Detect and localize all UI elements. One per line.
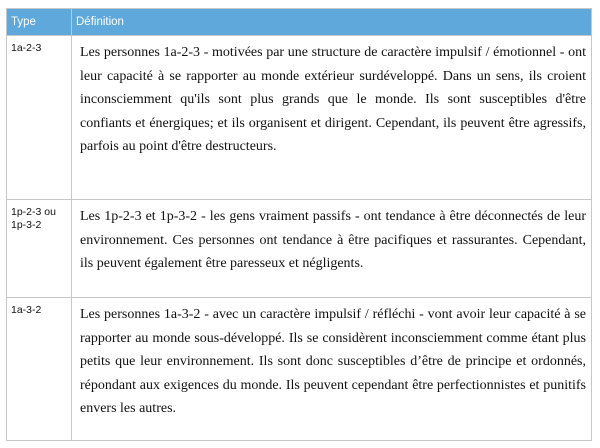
table-row [7, 199, 591, 297]
row-type-cell: 1a-3-2 [7, 298, 72, 440]
row-definition-cell: Les 1p-2-3 et 1p-3-2 - les gens vraiment passifs - ont tendance à être déconnectés de leur environnement. Ces personnes ont tendance à être pacifiques et rassurantes. Cependant, ils peuvent également être paresseux et négligents. [80, 209, 586, 271]
row-definition-cell: Les personnes 1a-2-3 - motivées par une structure de caractère impulsif / émotionnel - ont leur capacité à se rapporter au monde extérieur surdéveloppé. Dans un sens, ils croient inconsciemment qu'ils sont plus grands que le monde. Ils sont susceptibles d'être confiants et énergiques; et ils organisent et dirigent. Cependant, ils peuvent être agressifs, parfois au point d'être destructeurs. [80, 45, 586, 154]
table-row [7, 297, 591, 440]
row-type-cell: 1a-2-3 [7, 36, 72, 199]
definitions-table [6, 8, 592, 441]
row-definition-cell: Les personnes 1a-3-2 - avec un caractère impulsif / réfléchi - vont avoir leur capacité à se rapporter au monde sous-développé. Ils se considèrent inconsciemment comme étant plus petits que leur environnement. Ils sont donc susceptibles d’être de principe et ordonnés, répondant aux exigences du monde. Ils peuvent cependant être perfectionnistes et punitifs envers les autres. [80, 307, 586, 416]
table-row [7, 35, 591, 199]
header-definition: Définition [76, 16, 124, 28]
row-type-cell: 1p-2-3 ou 1p-3-2 [7, 200, 72, 297]
header-type: Type [7, 9, 72, 35]
table-header-row [7, 9, 591, 35]
